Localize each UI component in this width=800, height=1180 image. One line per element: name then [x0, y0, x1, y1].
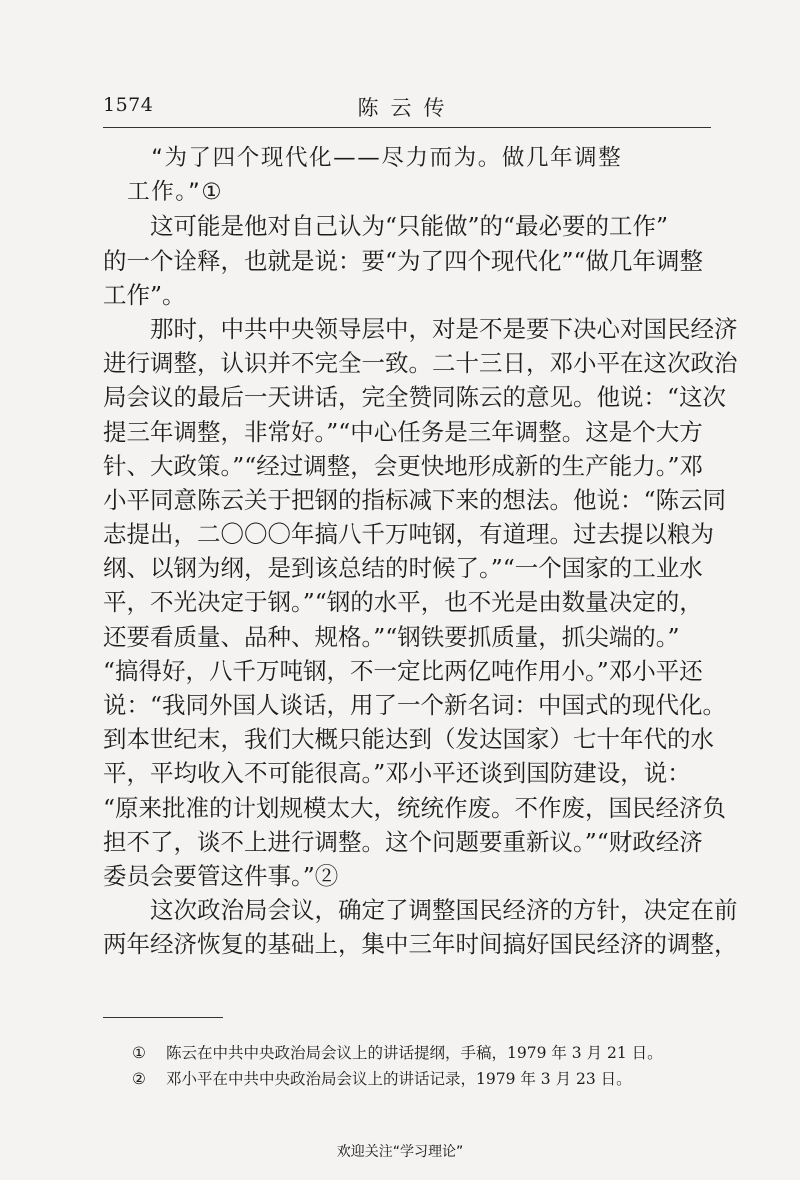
- text-line: 纲、以钢为纲，是到该总结的时候了。”“一个国家的工业水: [103, 554, 703, 583]
- text-line: 委员会要管这件事。”②: [103, 861, 339, 890]
- text-line: 这可能是他对自己认为“只能做”的“最必要的工作”: [103, 212, 669, 241]
- body-text: [103, 138, 738, 959]
- footnote-item: [132, 1040, 722, 1066]
- text-line: 工作”。: [103, 280, 186, 309]
- page-number: 1574: [103, 94, 154, 116]
- text-line: 局会议的最后一天讲话，完全赞同陈云的意见。他说：“这次: [103, 383, 727, 412]
- text-line: 到本世纪末，我们大概只能达到（发达国家）七十年代的水: [103, 725, 714, 754]
- footnotes: [132, 1040, 722, 1092]
- text-line: 还要看质量、品种、规格。”“钢铁要抓质量，抓尖端的。”: [103, 622, 680, 651]
- watermark-caption: 欢迎关注“学习理论”: [336, 1144, 464, 1160]
- text-line: 这次政治局会议，确定了调整国民经济的方针，决定在前: [103, 896, 738, 925]
- text-line: “搞得好，八千万吨钢，不一定比两亿吨作用小。”邓小平还: [103, 656, 703, 685]
- text-line: 志提出，二〇〇〇年搞八千万吨钢，有道理。过去提以粮为: [103, 520, 714, 549]
- text-line: 提三年调整，非常好。”“中心任务是三年调整。这是个大方: [103, 417, 703, 446]
- running-title: 陈云传: [357, 96, 457, 120]
- text-line: 的一个诠释，也就是说：要“为了四个现代化”“做几年调整: [103, 246, 704, 275]
- footnote-mark: ①: [132, 1044, 146, 1062]
- text-line: 针、大政策。”“经过调整，会更快地形成新的生产能力。”邓: [103, 451, 704, 480]
- text-line: 平，不光决定于钢。”“钢的水平，也不光是由数量决定的，: [103, 588, 703, 617]
- header-rule: [103, 127, 711, 128]
- text-line: 两年经济恢复的基础上，集中三年时间搞好国民经济的调整，: [103, 930, 738, 959]
- text-line: 担不了，谈不上进行调整。这个问题要重新议。”“财政经济: [103, 827, 703, 856]
- footnote-mark: ②: [132, 1070, 146, 1088]
- text-line: “原来批准的计划规模太大，统统作废。不作废，国民经济负: [103, 793, 727, 822]
- footnote-text: 邓小平在中共中央政治局会议上的讲话记录，1979 年 3 月 23 日。: [166, 1070, 632, 1088]
- page-header: [103, 94, 711, 130]
- text-line: 平，平均收入不可能很高。”邓小平还谈到国防建设，说：: [103, 759, 691, 788]
- text-line: 进行调整，认识并不完全一致。二十三日，邓小平在这次政治: [103, 349, 738, 378]
- footnote-text: 陈云在中共中央政治局会议上的讲话提纲，手稿，1979 年 3 月 21 日。: [166, 1044, 663, 1062]
- quote-line: “为了四个现代化——尽力而为。做几年调整: [103, 145, 623, 171]
- quote-line: 工作。”①: [103, 179, 224, 206]
- footnote-item: [132, 1066, 722, 1092]
- text-line: 小平同意陈云关于把钢的指标减下来的想法。他说：“陈云同: [103, 485, 727, 514]
- footnote-rule: [103, 1017, 223, 1018]
- text-line: 那时，中共中央领导层中，对是不是要下决心对国民经济: [103, 314, 738, 343]
- text-line: 说：“我同外国人谈话，用了一个新名词：中国式的现代化。: [103, 691, 727, 719]
